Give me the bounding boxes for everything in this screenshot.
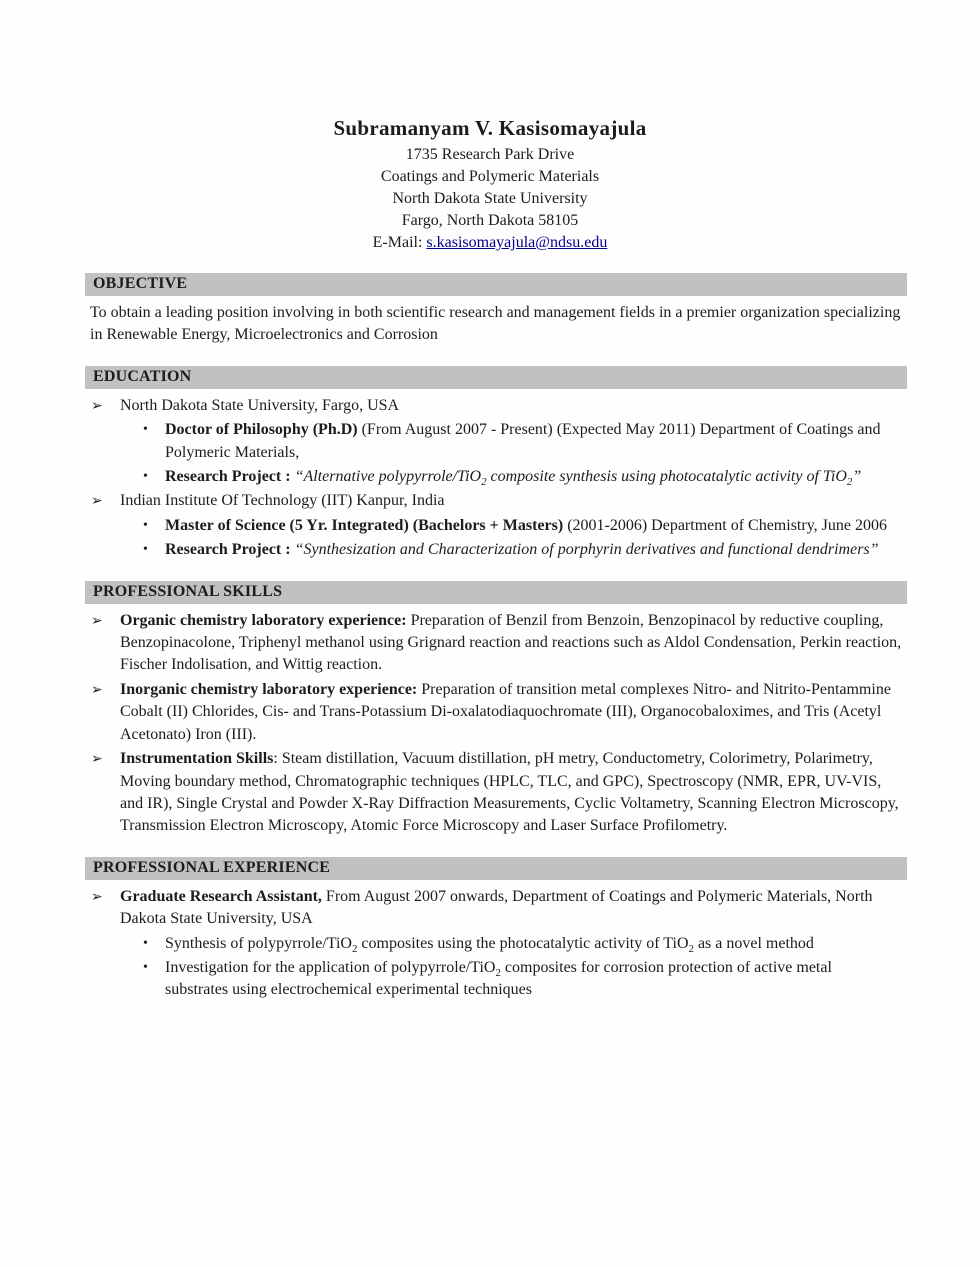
text-content: Doctor of Philosophy (Ph.D) (From August 2007 - Present) (Expected May 2011) Department of Coatings and Polymeric Materials, [165, 421, 881, 461]
dot-bullet-icon: • [143, 959, 148, 975]
bullet-list-item [85, 933, 907, 955]
arrow-list-item [85, 886, 907, 931]
section-professional-experience [85, 857, 907, 1002]
bullet-list-item [85, 419, 907, 464]
bullet-list-item [85, 957, 907, 1002]
text-content: Organic chemistry laboratory experience: Preparation of Benzil from Benzoin, Benzopinacol by reductive coupling, Benzopinacolone, Triphenyl methanol using Grignard reaction and reactions such as Aldol Condensation, Perkin reaction, Fischer Indolisation, and Wittig reaction. [120, 611, 902, 674]
text-content: Indian Institute Of Technology (IIT) Kanpur, India [120, 492, 445, 510]
text-content: Investigation for the application of polypyrrole/TiO$_2$ composites for corrosion protection of active metal substrates using electrochemical experimental techniques [165, 958, 832, 999]
text-content: Graduate Research Assistant, From August 2007 onwards, Department of Coatings and Polymeric Materials, North Dakota State University, USA [120, 887, 873, 928]
person-name: Subramanyam V. Kasisomayajula [333, 116, 647, 140]
text-content: North Dakota State University, Fargo, USA [120, 396, 400, 414]
arrow-list-item [85, 679, 907, 746]
section-header-education: EDUCATION [85, 366, 907, 389]
bullet-list-item [85, 515, 907, 537]
section-education [85, 366, 907, 562]
email-link[interactable]: s.kasisomayajula@ndsu.edu [426, 234, 608, 251]
text-content: Research Project : “Synthesization and Characterization of porphyrin derivatives and functional dendrimers” [165, 541, 879, 559]
arrow-bullet-icon: ➢ [91, 612, 103, 629]
bullet-list-item [85, 466, 907, 488]
address-line-4: Fargo, North Dakota 58105 [401, 212, 579, 229]
arrow-bullet-icon: ➢ [91, 888, 103, 905]
dot-bullet-icon: • [143, 935, 148, 951]
email-label: E-Mail: [372, 234, 427, 251]
dot-bullet-icon: • [143, 542, 148, 558]
section-header-objective: OBJECTIVE [85, 273, 907, 296]
dot-bullet-icon: • [143, 422, 148, 438]
dot-bullet-icon: • [143, 469, 148, 485]
email-line [0, 232, 980, 254]
address-line-2: Coatings and Polymeric Materials [380, 168, 600, 185]
address-line-1: 1735 Research Park Drive [405, 146, 575, 163]
arrow-list-item [85, 610, 907, 677]
text-content: Synthesis of polypyrrole/TiO$_2$ composites using the photocatalytic activity of TiO$_2$ as a novel method [165, 934, 814, 955]
arrow-bullet-icon: ➢ [91, 751, 103, 768]
text-content: Inorganic chemistry laboratory experience: Preparation of transition metal complexes Nitro- and Nitrito-Pentammine Cobalt (II) Chlorides, Cis- and Trans-Potassium Di-oxalatodiaquochromate (III), Organocobaloximes, and Tris (Acetyl Acetonato) Iron (III). [120, 680, 891, 743]
arrow-bullet-icon: ➢ [91, 493, 103, 510]
address-line-3: North Dakota State University [392, 190, 588, 207]
arrow-list-item [85, 748, 907, 838]
document-body [85, 273, 907, 1002]
text-content: Master of Science (5 Yr. Integrated) (Bachelors + Masters) (2001-2006) Department of Chemistry, June 2006 [165, 516, 887, 534]
text-content: Instrumentation Skills: Steam distillation, Vacuum distillation, pH metry, Conductometry, Colorimetry, Polarimetry, Moving boundary method, Chromatographic techniques (HPLC, TLC, and GPC), Spectroscopy (NMR, EPR, UV-VIS, and IR), Single Crystal and Powder X-Ray Diffraction Measurements, Cyclic Voltametry, Scanning Electron Microscopy, Transmission Electron Microscopy, Atomic Force Microscopy and Laser Surface Profilometry. [120, 750, 899, 835]
text-content: Research Project : “Alternative polypyrrole/TiO$_2$ composite synthesis using photocatalytic activity of TiO$_2$” [165, 468, 862, 489]
paragraph [85, 302, 907, 347]
dot-bullet-icon: • [143, 517, 148, 533]
arrow-bullet-icon: ➢ [91, 397, 103, 414]
arrow-list-item [85, 490, 907, 512]
arrow-bullet-icon: ➢ [91, 681, 103, 698]
text-content: To obtain a leading position involving in both scientific research and management fields in a premier organization specializing in Renewable Energy, Microelectronics and Corrosion [90, 304, 901, 344]
bullet-list-item [85, 539, 907, 561]
section-header-professional-experience: PROFESSIONAL EXPERIENCE [85, 857, 907, 880]
section-professional-skills [85, 581, 907, 838]
section-objective [85, 273, 907, 347]
arrow-list-item [85, 395, 907, 417]
contact-header [0, 0, 980, 254]
section-header-professional-skills: PROFESSIONAL SKILLS [85, 581, 907, 604]
